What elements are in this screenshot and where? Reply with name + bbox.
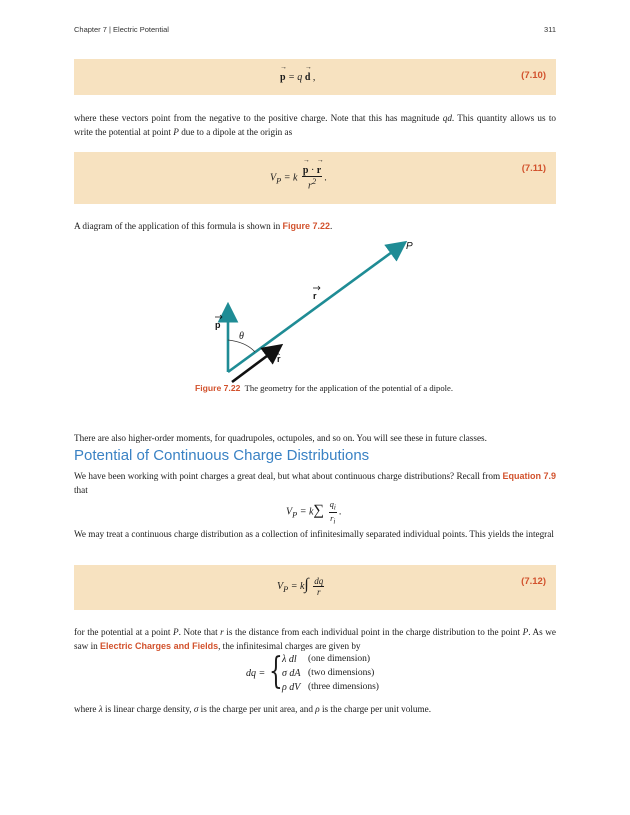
- eq-equals-q: = q: [288, 72, 303, 83]
- figure-caption: [195, 383, 455, 394]
- electric-charges-fields-link[interactable]: Electric Charges and Fields: [100, 641, 219, 651]
- var-P: P: [173, 127, 179, 137]
- denominator: [329, 513, 337, 526]
- var-P: P: [522, 627, 529, 637]
- row-expr-3: ρ dV: [282, 682, 301, 693]
- paragraph-continuous-intro: [74, 469, 556, 497]
- equation-7-9-link[interactable]: Equation 7.9: [502, 471, 556, 481]
- fraction: [329, 499, 337, 525]
- var-r: r: [220, 627, 224, 637]
- var-qd: qd: [442, 113, 452, 123]
- piecewise-lhs: dq =: [246, 668, 266, 679]
- r-hat: → r: [317, 165, 321, 176]
- var-q: q: [329, 499, 334, 509]
- text: due to a dipole at the origin as: [178, 127, 293, 137]
- text: . Note that: [178, 627, 221, 637]
- text: is the charge per unit area, and: [198, 704, 316, 714]
- text: that: [74, 485, 88, 495]
- equals-k: = k: [288, 581, 305, 592]
- label-r-hat: r̂: [277, 354, 281, 364]
- var-V: V: [277, 581, 284, 592]
- row-note-3: (three dimensions): [308, 682, 379, 692]
- integral-symbol: ∫: [304, 576, 309, 593]
- sum-symbol: ∑: [313, 502, 325, 519]
- r-vector-line: [228, 244, 403, 372]
- caption-text: The geometry for the application of the potential of a dipole.: [244, 383, 453, 393]
- var-rho: ρ: [315, 704, 320, 714]
- equation-7-12: [277, 576, 326, 597]
- r-vector-overarrow: [313, 286, 320, 290]
- var-V: V: [286, 506, 293, 518]
- text: .: [330, 221, 333, 231]
- equals-k: = k: [297, 506, 314, 518]
- text: for the potential at a point: [74, 627, 173, 637]
- var-r: r: [330, 512, 334, 523]
- text: We have been working with point charges a great deal, but what about continuous charge distributions? Recall from: [74, 471, 503, 481]
- page-number: 311: [544, 25, 556, 34]
- text: . This quantity allows us to write the potential at point: [74, 113, 556, 137]
- p-vector-overarrow: [215, 315, 222, 319]
- paragraph-charge-distribution: [74, 625, 556, 653]
- fraction: [313, 576, 324, 597]
- exponent: 2: [311, 177, 317, 186]
- paragraph-densities: [74, 702, 556, 716]
- numerator: dq: [314, 576, 324, 587]
- chapter-title: Chapter 7 | Electric Potential: [74, 25, 169, 34]
- separation-vector: → d: [305, 72, 311, 83]
- text: is the distance from each individual point in the charge distribution to the point: [223, 627, 523, 637]
- paragraph-integral-intro: We may treat a continuous charge distribution as a collection of infinitesimally separated individual points. This yields the integral: [74, 529, 554, 539]
- equation-number-7-12: (7.12): [521, 576, 546, 587]
- row-expr-1: λ dl: [282, 654, 297, 665]
- dipole-moment-vector: → p: [280, 72, 286, 83]
- text: is the charge per unit volume.: [319, 704, 432, 714]
- equation-box-7-12: [74, 565, 556, 610]
- text: where these vectors point from the negative to the positive charge. Note that this has magnitude: [74, 113, 443, 123]
- text: A diagram of the application of this formula is shown in: [74, 221, 283, 231]
- var-sigma: σ: [193, 704, 199, 714]
- subscript-P: P: [283, 585, 289, 594]
- subscript-P: P: [276, 176, 282, 186]
- period: .: [338, 506, 342, 518]
- equals-k: = k: [281, 172, 298, 184]
- subscript-P: P: [292, 510, 298, 520]
- row-note-1: (one dimension): [308, 654, 371, 664]
- section-heading: Potential of Continuous Charge Distributions: [74, 447, 370, 464]
- curly-brace: {: [269, 651, 283, 692]
- label-P: P: [406, 241, 413, 252]
- row-expr-2: σ dA: [282, 668, 301, 679]
- subscript-i: i: [333, 517, 336, 526]
- var-P: P: [172, 627, 179, 637]
- var-r: r: [308, 180, 312, 192]
- figure-7-22-link[interactable]: Figure 7.22: [282, 221, 330, 231]
- label-theta: θ: [239, 331, 244, 342]
- text: . As we saw in: [74, 627, 556, 651]
- text: , the infinitesimal charges are given by: [218, 641, 361, 651]
- dot: ·: [308, 165, 317, 176]
- caption-label: Figure 7.22: [195, 383, 241, 393]
- piecewise-dq: [246, 652, 426, 697]
- equation-number-7-11: (7.11): [521, 163, 546, 174]
- label-p-vector: p: [215, 320, 221, 330]
- var-lambda: λ: [98, 704, 103, 714]
- eq-comma: ,: [312, 72, 316, 83]
- denominator: r: [317, 587, 321, 598]
- text: where: [74, 704, 99, 714]
- text: is linear charge density,: [102, 704, 194, 714]
- p-vector: → p: [303, 165, 309, 176]
- equation-7-9: [286, 499, 341, 525]
- row-note-2: (two dimensions): [308, 668, 375, 678]
- paragraph-higher-order: There are also higher-order moments, for quadrupoles, octupoles, and so on. You will see these in future classes.: [74, 433, 487, 443]
- equation-number-7-10: (7.10): [521, 70, 546, 81]
- numerator: [329, 499, 337, 513]
- var-V: V: [270, 172, 277, 184]
- label-r-vector: r: [313, 291, 317, 301]
- subscript-i: i: [333, 503, 336, 512]
- period: .: [324, 172, 327, 184]
